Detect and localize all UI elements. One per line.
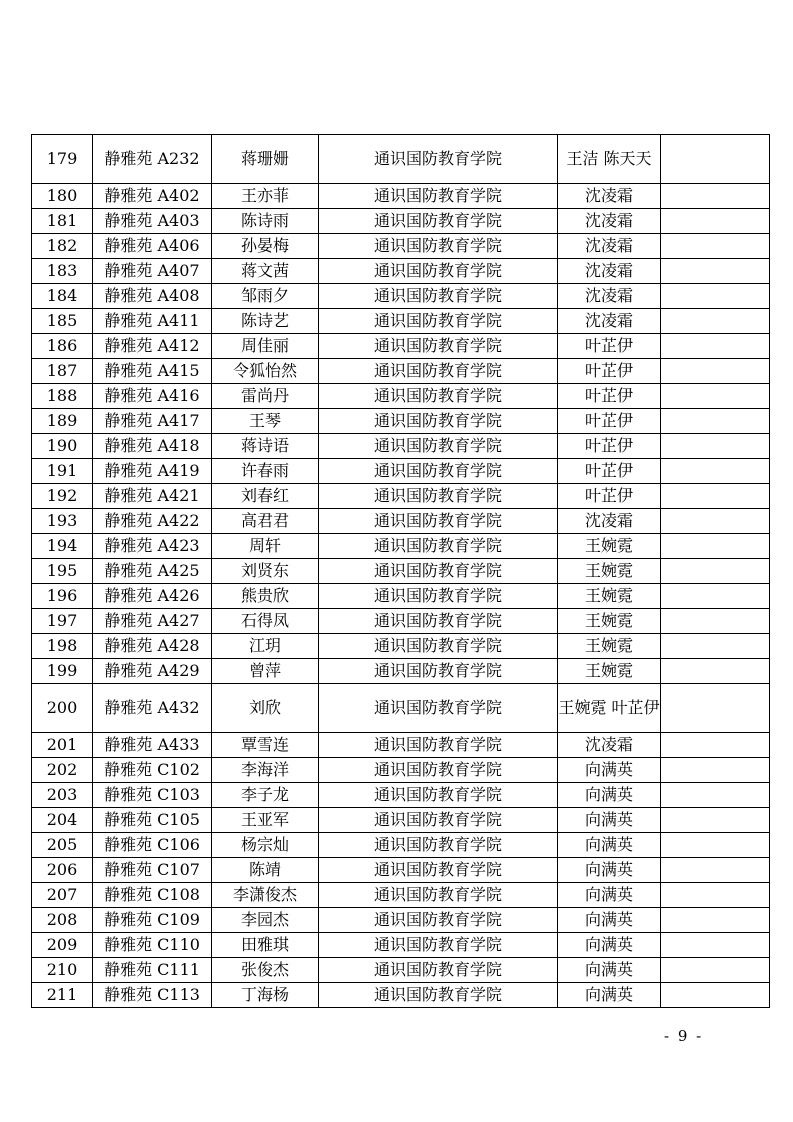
student-name-cell: 石得凤	[212, 609, 319, 634]
roster-body	[32, 135, 770, 1008]
table-row	[32, 184, 770, 209]
row-number-cell: 200	[32, 684, 93, 733]
note-cell	[661, 384, 770, 409]
student-name-cell: 周佳丽	[212, 334, 319, 359]
table-row	[32, 758, 770, 783]
row-number-cell: 192	[32, 484, 93, 509]
teacher-cell: 向满英	[558, 933, 661, 958]
student-name-cell: 刘贤东	[212, 559, 319, 584]
college-cell: 通识国防教育学院	[319, 334, 558, 359]
teacher-cell: 叶芷伊	[558, 409, 661, 434]
teacher-cell: 王洁 陈天天	[558, 135, 661, 184]
table-row	[32, 833, 770, 858]
dorm-room-cell: 静雅苑 A427	[93, 609, 212, 634]
note-cell	[661, 334, 770, 359]
dorm-room-cell: 静雅苑 A432	[93, 684, 212, 733]
note-cell	[661, 309, 770, 334]
college-cell: 通识国防教育学院	[319, 684, 558, 733]
row-number-cell: 201	[32, 733, 93, 758]
teacher-cell: 沈凌霜	[558, 234, 661, 259]
college-cell: 通识国防教育学院	[319, 135, 558, 184]
table-row	[32, 135, 770, 184]
dorm-room-cell: 静雅苑 A406	[93, 234, 212, 259]
dorm-room-cell: 静雅苑 C108	[93, 883, 212, 908]
note-cell	[661, 609, 770, 634]
dorm-room-cell: 静雅苑 C111	[93, 958, 212, 983]
teacher-cell: 叶芷伊	[558, 359, 661, 384]
row-number-cell: 206	[32, 858, 93, 883]
teacher-cell: 沈凌霜	[558, 509, 661, 534]
dorm-room-cell: 静雅苑 A433	[93, 733, 212, 758]
student-name-cell: 蒋珊姗	[212, 135, 319, 184]
note-cell	[661, 933, 770, 958]
student-name-cell: 曾萍	[212, 659, 319, 684]
student-name-cell: 王琴	[212, 409, 319, 434]
table-row	[32, 359, 770, 384]
dorm-room-cell: 静雅苑 A416	[93, 384, 212, 409]
college-cell: 通识国防教育学院	[319, 209, 558, 234]
table-row	[32, 634, 770, 659]
row-number-cell: 207	[32, 883, 93, 908]
teacher-cell: 王婉霓	[558, 534, 661, 559]
college-cell: 通识国防教育学院	[319, 958, 558, 983]
row-number-cell: 194	[32, 534, 93, 559]
dorm-room-cell: 静雅苑 A403	[93, 209, 212, 234]
dorm-room-cell: 静雅苑 A412	[93, 334, 212, 359]
student-name-cell: 陈诗雨	[212, 209, 319, 234]
teacher-cell: 叶芷伊	[558, 484, 661, 509]
note-cell	[661, 409, 770, 434]
student-name-cell: 李海洋	[212, 758, 319, 783]
college-cell: 通识国防教育学院	[319, 234, 558, 259]
table-row	[32, 908, 770, 933]
college-cell: 通识国防教育学院	[319, 659, 558, 684]
student-name-cell: 邹雨夕	[212, 284, 319, 309]
note-cell	[661, 783, 770, 808]
table-row	[32, 334, 770, 359]
table-row	[32, 858, 770, 883]
row-number-cell: 189	[32, 409, 93, 434]
row-number-cell: 204	[32, 808, 93, 833]
college-cell: 通识国防教育学院	[319, 808, 558, 833]
student-name-cell: 孙晏梅	[212, 234, 319, 259]
row-number-cell: 187	[32, 359, 93, 384]
table-row	[32, 434, 770, 459]
student-name-cell: 王亚军	[212, 808, 319, 833]
dorm-room-cell: 静雅苑 C106	[93, 833, 212, 858]
college-cell: 通识国防教育学院	[319, 509, 558, 534]
table-row	[32, 933, 770, 958]
teacher-cell: 叶芷伊	[558, 459, 661, 484]
table-row	[32, 783, 770, 808]
college-cell: 通识国防教育学院	[319, 908, 558, 933]
table-row	[32, 659, 770, 684]
teacher-cell: 向满英	[558, 883, 661, 908]
college-cell: 通识国防教育学院	[319, 609, 558, 634]
table-row	[32, 484, 770, 509]
note-cell	[661, 509, 770, 534]
note-cell	[661, 733, 770, 758]
student-name-cell: 蒋诗语	[212, 434, 319, 459]
dorm-room-cell: 静雅苑 A418	[93, 434, 212, 459]
table-row	[32, 609, 770, 634]
student-name-cell: 丁海杨	[212, 983, 319, 1008]
teacher-cell: 向满英	[558, 983, 661, 1008]
teacher-cell: 沈凌霜	[558, 309, 661, 334]
dorm-room-cell: 静雅苑 A415	[93, 359, 212, 384]
note-cell	[661, 434, 770, 459]
note-cell	[661, 833, 770, 858]
teacher-cell: 向满英	[558, 783, 661, 808]
note-cell	[661, 135, 770, 184]
table-row	[32, 883, 770, 908]
teacher-cell: 沈凌霜	[558, 733, 661, 758]
note-cell	[661, 234, 770, 259]
row-number-cell: 202	[32, 758, 93, 783]
college-cell: 通识国防教育学院	[319, 259, 558, 284]
student-name-cell: 高君君	[212, 509, 319, 534]
dorm-room-cell: 静雅苑 C103	[93, 783, 212, 808]
note-cell	[661, 883, 770, 908]
teacher-cell: 向满英	[558, 808, 661, 833]
row-number-cell: 198	[32, 634, 93, 659]
teacher-cell: 向满英	[558, 908, 661, 933]
row-number-cell: 208	[32, 908, 93, 933]
college-cell: 通识国防教育学院	[319, 534, 558, 559]
college-cell: 通识国防教育学院	[319, 484, 558, 509]
dorm-room-cell: 静雅苑 C109	[93, 908, 212, 933]
college-cell: 通识国防教育学院	[319, 434, 558, 459]
table-row	[32, 209, 770, 234]
teacher-cell: 沈凌霜	[558, 184, 661, 209]
dorm-room-cell: 静雅苑 C110	[93, 933, 212, 958]
row-number-cell: 210	[32, 958, 93, 983]
dorm-room-cell: 静雅苑 C102	[93, 758, 212, 783]
row-number-cell: 185	[32, 309, 93, 334]
student-name-cell: 李潇俊杰	[212, 883, 319, 908]
teacher-cell: 叶芷伊	[558, 384, 661, 409]
student-name-cell: 王亦菲	[212, 184, 319, 209]
note-cell	[661, 958, 770, 983]
note-cell	[661, 808, 770, 833]
table-row	[32, 733, 770, 758]
row-number-cell: 193	[32, 509, 93, 534]
college-cell: 通识国防教育学院	[319, 584, 558, 609]
student-name-cell: 蒋文茜	[212, 259, 319, 284]
page-number: - 9 -	[664, 1027, 704, 1045]
dorm-room-cell: 静雅苑 A423	[93, 534, 212, 559]
table-row	[32, 409, 770, 434]
dorm-room-cell: 静雅苑 A429	[93, 659, 212, 684]
note-cell	[661, 459, 770, 484]
student-name-cell: 令狐怡然	[212, 359, 319, 384]
row-number-cell: 199	[32, 659, 93, 684]
dorm-room-cell: 静雅苑 A417	[93, 409, 212, 434]
roster-table	[31, 134, 770, 1008]
note-cell	[661, 983, 770, 1008]
teacher-cell: 王婉霓	[558, 584, 661, 609]
row-number-cell: 197	[32, 609, 93, 634]
table-row	[32, 509, 770, 534]
row-number-cell: 183	[32, 259, 93, 284]
row-number-cell: 180	[32, 184, 93, 209]
table-row	[32, 534, 770, 559]
row-number-cell: 181	[32, 209, 93, 234]
teacher-cell: 向满英	[558, 833, 661, 858]
dorm-room-cell: 静雅苑 A421	[93, 484, 212, 509]
dorm-room-cell: 静雅苑 A426	[93, 584, 212, 609]
note-cell	[661, 184, 770, 209]
teacher-cell: 向满英	[558, 958, 661, 983]
student-name-cell: 覃雪连	[212, 733, 319, 758]
college-cell: 通识国防教育学院	[319, 833, 558, 858]
college-cell: 通识国防教育学院	[319, 733, 558, 758]
table-row	[32, 309, 770, 334]
row-number-cell: 179	[32, 135, 93, 184]
student-name-cell: 江玥	[212, 634, 319, 659]
note-cell	[661, 259, 770, 284]
row-number-cell: 209	[32, 933, 93, 958]
student-name-cell: 田雅琪	[212, 933, 319, 958]
row-number-cell: 203	[32, 783, 93, 808]
row-number-cell: 196	[32, 584, 93, 609]
student-name-cell: 陈诗艺	[212, 309, 319, 334]
student-name-cell: 刘欣	[212, 684, 319, 733]
teacher-cell: 叶芷伊	[558, 334, 661, 359]
table-row	[32, 584, 770, 609]
note-cell	[661, 684, 770, 733]
row-number-cell: 184	[32, 284, 93, 309]
teacher-cell: 沈凌霜	[558, 284, 661, 309]
row-number-cell: 188	[32, 384, 93, 409]
row-number-cell: 195	[32, 559, 93, 584]
college-cell: 通识国防教育学院	[319, 883, 558, 908]
table-row	[32, 983, 770, 1008]
dorm-room-cell: 静雅苑 A422	[93, 509, 212, 534]
table-row	[32, 459, 770, 484]
student-name-cell: 李园杰	[212, 908, 319, 933]
row-number-cell: 205	[32, 833, 93, 858]
table-row	[32, 259, 770, 284]
dorm-room-cell: 静雅苑 C107	[93, 858, 212, 883]
teacher-cell: 王婉霓	[558, 659, 661, 684]
note-cell	[661, 908, 770, 933]
student-name-cell: 杨宗灿	[212, 833, 319, 858]
dorm-room-cell: 静雅苑 A402	[93, 184, 212, 209]
teacher-cell: 王婉霓	[558, 559, 661, 584]
college-cell: 通识国防教育学院	[319, 359, 558, 384]
college-cell: 通识国防教育学院	[319, 459, 558, 484]
college-cell: 通识国防教育学院	[319, 983, 558, 1008]
student-name-cell: 周轩	[212, 534, 319, 559]
teacher-cell: 向满英	[558, 758, 661, 783]
table-row	[32, 808, 770, 833]
table-row	[32, 284, 770, 309]
row-number-cell: 186	[32, 334, 93, 359]
note-cell	[661, 659, 770, 684]
student-name-cell: 张俊杰	[212, 958, 319, 983]
college-cell: 通识国防教育学院	[319, 309, 558, 334]
student-name-cell: 许春雨	[212, 459, 319, 484]
teacher-cell: 王婉霓	[558, 609, 661, 634]
dorm-room-cell: 静雅苑 A411	[93, 309, 212, 334]
college-cell: 通识国防教育学院	[319, 409, 558, 434]
college-cell: 通识国防教育学院	[319, 634, 558, 659]
dorm-room-cell: 静雅苑 A428	[93, 634, 212, 659]
student-name-cell: 陈靖	[212, 858, 319, 883]
dorm-room-cell: 静雅苑 A407	[93, 259, 212, 284]
table-row	[32, 958, 770, 983]
college-cell: 通识国防教育学院	[319, 559, 558, 584]
note-cell	[661, 634, 770, 659]
teacher-cell: 向满英	[558, 858, 661, 883]
note-cell	[661, 209, 770, 234]
teacher-cell: 沈凌霜	[558, 259, 661, 284]
row-number-cell: 190	[32, 434, 93, 459]
college-cell: 通识国防教育学院	[319, 384, 558, 409]
teacher-cell: 沈凌霜	[558, 209, 661, 234]
college-cell: 通识国防教育学院	[319, 284, 558, 309]
dorm-room-cell: 静雅苑 A408	[93, 284, 212, 309]
student-name-cell: 刘春红	[212, 484, 319, 509]
row-number-cell: 211	[32, 983, 93, 1008]
college-cell: 通识国防教育学院	[319, 184, 558, 209]
dorm-room-cell: 静雅苑 C105	[93, 808, 212, 833]
teacher-cell: 王婉霓 叶芷伊	[558, 684, 661, 733]
dorm-room-cell: 静雅苑 C113	[93, 983, 212, 1008]
table-row	[32, 234, 770, 259]
note-cell	[661, 534, 770, 559]
note-cell	[661, 359, 770, 384]
dorm-room-cell: 静雅苑 A232	[93, 135, 212, 184]
row-number-cell: 191	[32, 459, 93, 484]
note-cell	[661, 559, 770, 584]
college-cell: 通识国防教育学院	[319, 858, 558, 883]
note-cell	[661, 284, 770, 309]
table-row	[32, 684, 770, 733]
teacher-cell: 王婉霓	[558, 634, 661, 659]
note-cell	[661, 758, 770, 783]
table-row	[32, 384, 770, 409]
college-cell: 通识国防教育学院	[319, 758, 558, 783]
teacher-cell: 叶芷伊	[558, 434, 661, 459]
dorm-room-cell: 静雅苑 A419	[93, 459, 212, 484]
row-number-cell: 182	[32, 234, 93, 259]
student-name-cell: 雷尚丹	[212, 384, 319, 409]
college-cell: 通识国防教育学院	[319, 933, 558, 958]
student-name-cell: 李子龙	[212, 783, 319, 808]
note-cell	[661, 484, 770, 509]
note-cell	[661, 584, 770, 609]
student-name-cell: 熊贵欣	[212, 584, 319, 609]
note-cell	[661, 858, 770, 883]
college-cell: 通识国防教育学院	[319, 783, 558, 808]
table-row	[32, 559, 770, 584]
dorm-room-cell: 静雅苑 A425	[93, 559, 212, 584]
